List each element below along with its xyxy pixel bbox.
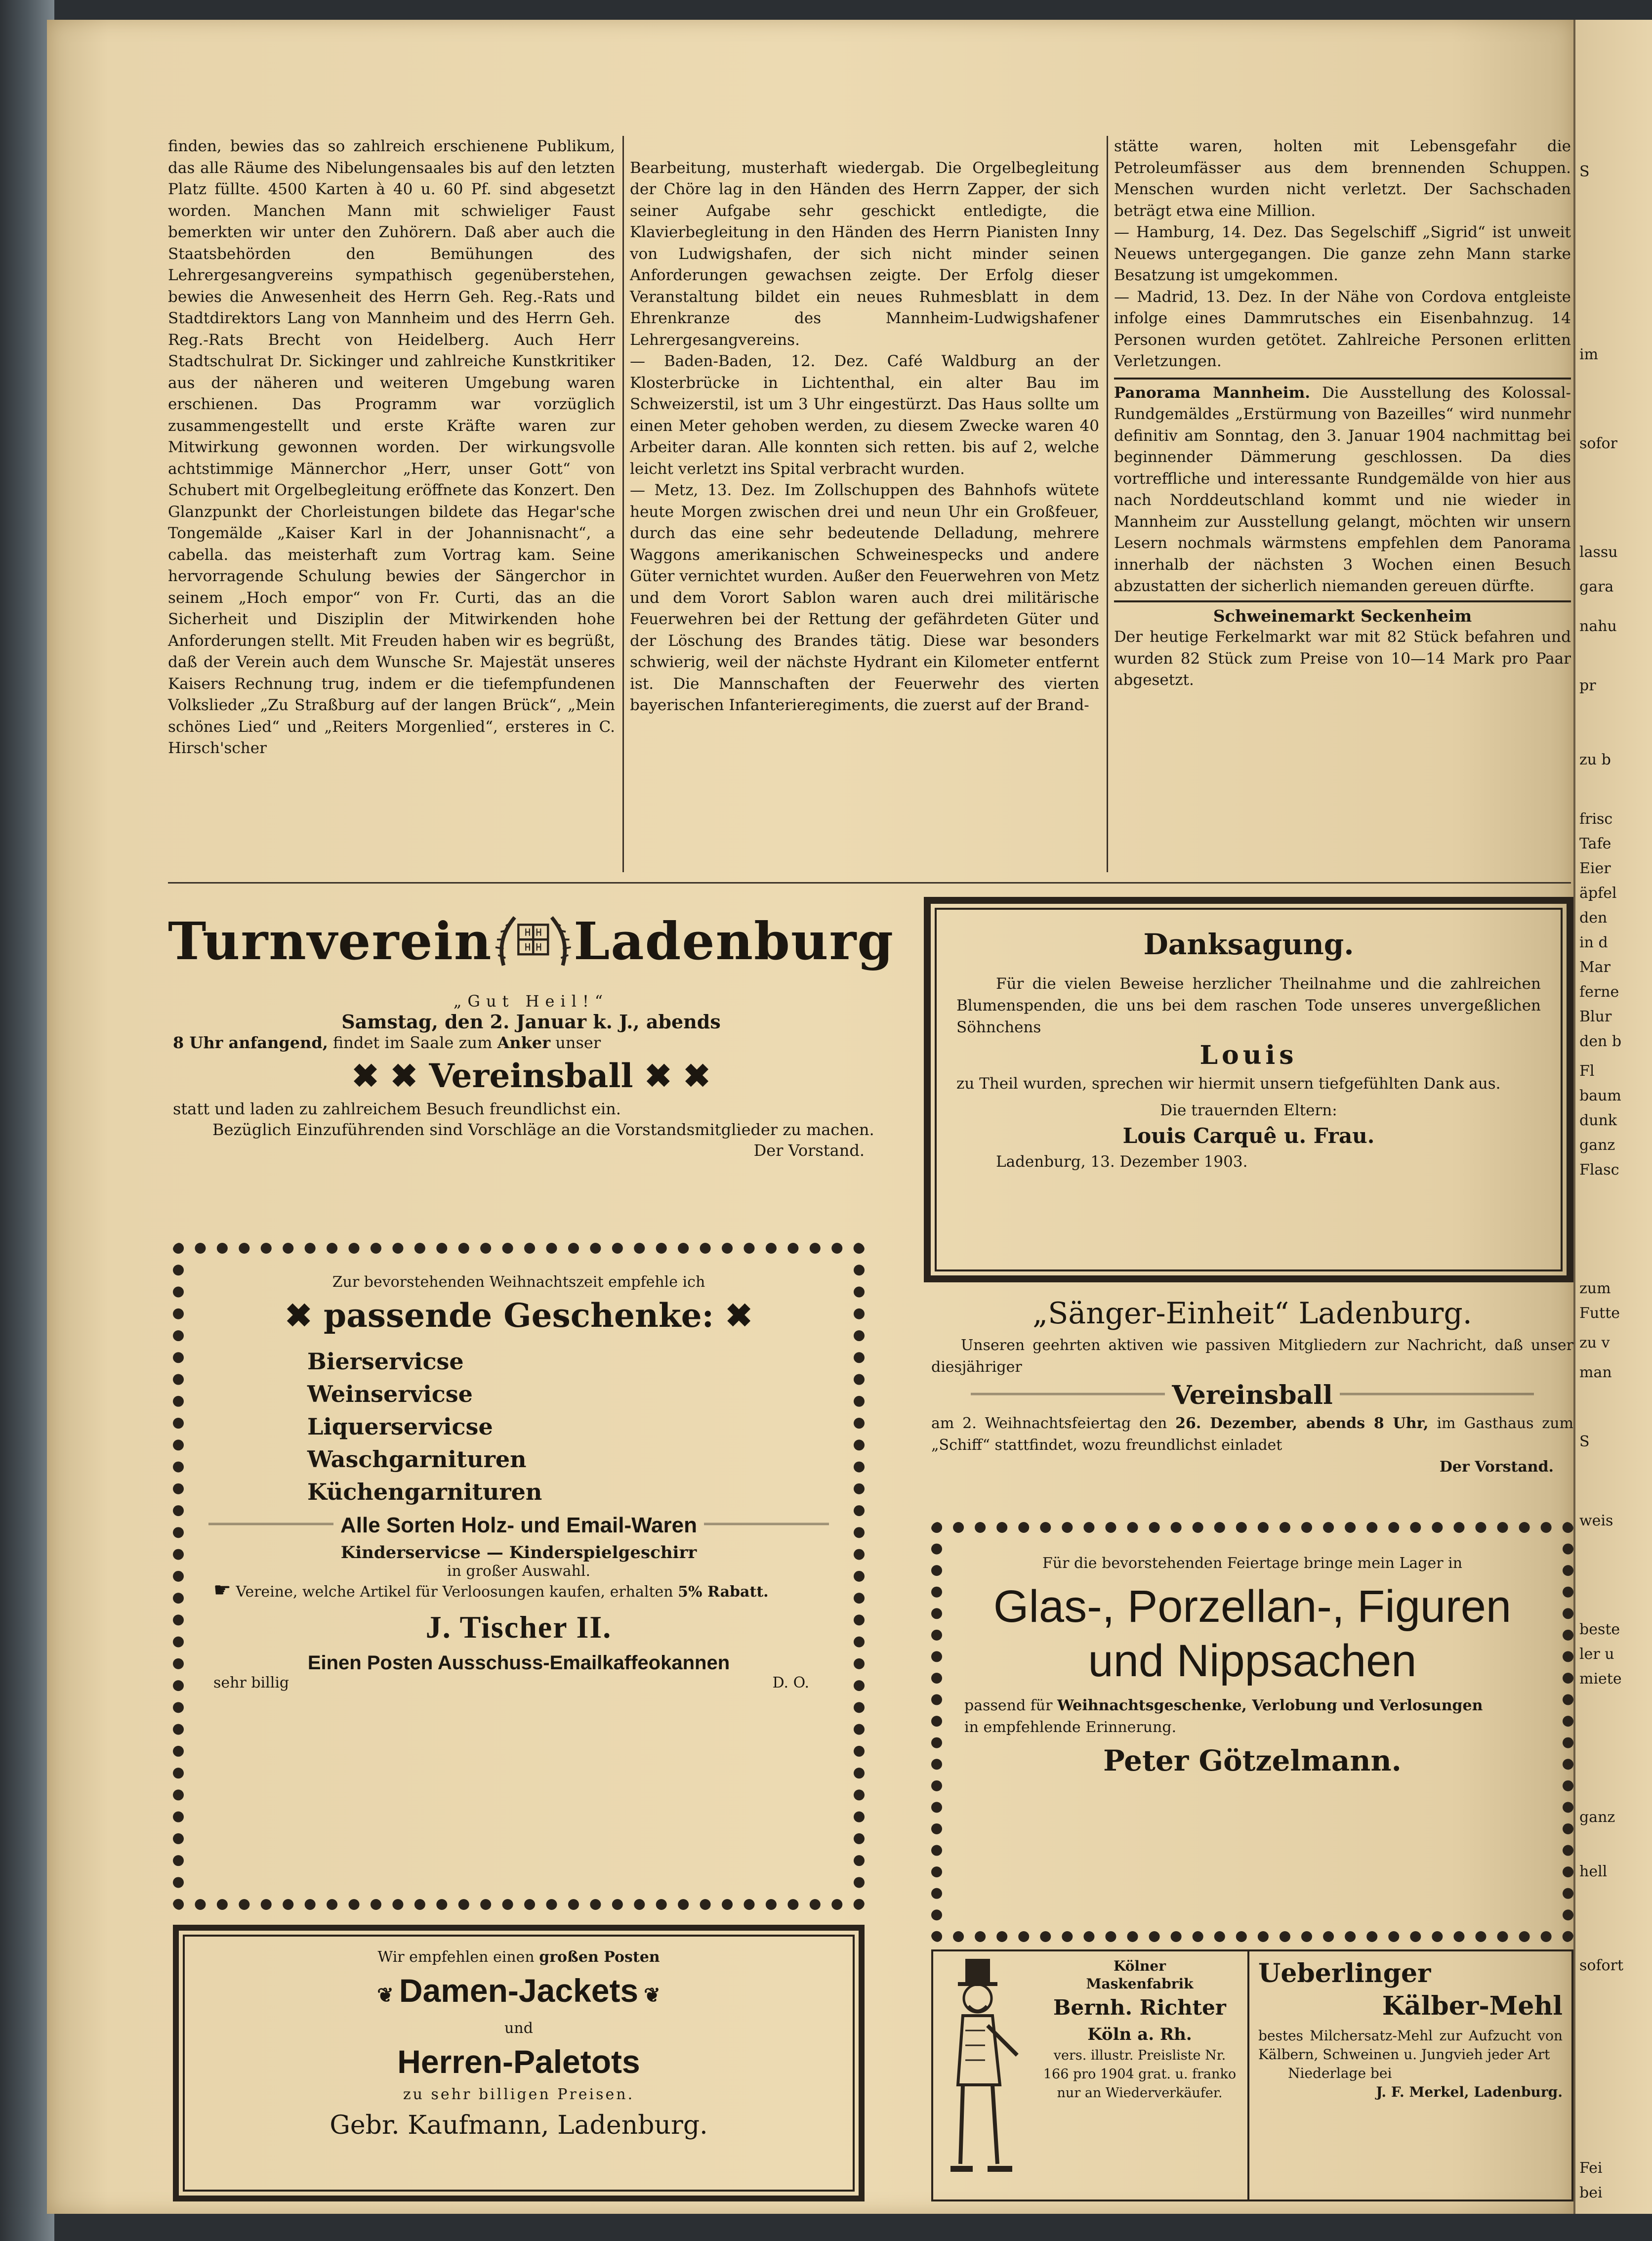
kaufmann-line1	[205, 1946, 833, 1968]
danksagung-parents-label: Die trauernden Eltern:	[1160, 1101, 1337, 1119]
turnverein-note: Bezüglich Einzuführenden sind Vorschläge an die Vorstandsmitglieder zu machen.	[212, 1120, 874, 1139]
panorama-item	[1114, 382, 1571, 597]
adjacent-page-fragment: sofor	[1579, 435, 1617, 452]
turnverein-time-saal: findet im Saale zum	[333, 1033, 493, 1052]
adjacent-page-fragment: miete	[1579, 1670, 1622, 1688]
adjacent-page-fragment: hell	[1579, 1863, 1608, 1880]
cross-icon: ✖	[714, 1296, 753, 1335]
adjacent-page-fragment: man	[1579, 1364, 1612, 1381]
cross-icon: ✖ ✖	[351, 1057, 429, 1095]
saenger-text2a: am 2. Weihnachtsfeiertag den	[931, 1415, 1167, 1432]
merkel-title2: Kälber-Mehl	[1382, 1991, 1563, 2021]
tischer-holz-line	[208, 1513, 829, 1538]
adjacent-page-fragment: S	[1579, 1433, 1590, 1450]
tischer-items	[208, 1345, 829, 1508]
merkel-ad	[1247, 1949, 1573, 2201]
richter-city: Köln a. Rh.	[1087, 2025, 1192, 2044]
merkel-title1: Ueberlinger	[1258, 1958, 1431, 1988]
panorama-title: Panorama Mannheim.	[1114, 383, 1311, 402]
news-col2-text: Bearbeitung, musterhaft wiedergab. Die Orgelbegleitung der Chöre lag in den Händen des Herrn Zapper, der sich seiner Aufgabe sehr geschickt entledigte, die Klavierbegleitung in den Händen des Herrn Pianisten Inny von Ludwigshafen, der sich nicht minder seinen Anforderungen gewachsen zeigte. Der Erfolg dieser Veranstaltung bildet ein neues Ruhmesblatt in dem Ehrenkranze des Mannheim-Ludwigshafener Lehrergesangvereins. — Baden-Baden, 12. Dez. Café Waldburg an der Klosterbrücke in Lichtenthal, ein alter Bau im Schweizerstil, ist um 3 Uhr eingestürzt. Das Haus sollte um einen Meter gehoben werden, zu diesem Zwecke waren 40 Arbeiter daran. Alle konnten sich retten. bis auf 2, welche leicht verletzt ins Spital verbracht wurden. — Metz, 13. Dez. Im Zollschuppen des Bahnhofs wütete heute Morgen zwischen drei und neun Uhr ein Großfeuer, durch das eine sehr bedeutende Delladung, mehrere Waggons amerikanischen Schweinespecks und andere Güter vernichtet wurden. Außer den Feuerwehren von Metz und dem Vorort Sablon waren auch drei militärische Feuerwehren bei der Rettung der gefährdeten Güter und der Löschung des Brandes tätig. Diese war besonders schwierig, weil der nächste Hydrant ein Kilometer entfernt ist. Die Mannschaften der Feuerwehr des vierten bayerischen Infanterieregiments, die zuerst auf der Brand-	[630, 159, 1099, 714]
richter-text: vers. illustr. Preisliste Nr. 166 pro 1904 grat. u. franko nur an Wiederverkäufer.	[1043, 2048, 1237, 2101]
tischer-ad	[173, 1243, 865, 1910]
schweinemarkt-title: Schweinemarkt Seckenheim	[1213, 606, 1472, 626]
turnverein-ball	[168, 1053, 894, 1099]
adjacent-page-fragment: den b	[1579, 1033, 1622, 1050]
news-col3-text: stätte waren, holten mit Lebensgefahr die Petroleumfässer aus dem brennenden Schuppen. Menschen wurden nicht verletzt. Der Sachschaden beträgt etwa eine Million. — Hamburg, 14. Dez. Das Segelschiff „Sigrid“ ist unweit Neuews untergegangen. Die ganze zehn Mann starke Besatzung ist umgekommen. — Madrid, 13. Dez. In der Nähe von Cordova entgleiste infolge eines Dammrutsches ein Eisenbahnzug. 14 Personen wurden getötet. Zahlreiche Personen erlitten Verletzungen.	[1114, 137, 1571, 370]
panorama-text: Die Ausstellung des Kolossal-Rundgemäldes „Erstürmung von Bazeilles“ wird nunmehr definitiv am Sonntag, den 3. Januar 1904 nachmittag bei beginnender Dämmerung geschlossen. Da dies vortreffliche und interessante Rundgemälde von hier aus nach Norddeutschland kommt und nie wieder in Mannheim zur Ausstellung gelangt, möchten wir unsern Lesern nochmals wärmstens empfehlen dem Panorama innerhalb der nächsten 3 Wochen einen Besuch abzustatten der sicherlich niemanden gereuen dürfte.	[1114, 383, 1571, 595]
saenger-signature: Der Vorstand.	[1439, 1458, 1554, 1476]
book-binding	[0, 0, 54, 2241]
kaufmann-preis: zu sehr billigen Preisen.	[403, 2086, 635, 2103]
news-column-1	[168, 136, 615, 877]
turnverein-date: Samstag, den 2. Januar k. J., abends	[341, 1011, 721, 1033]
adjacent-page-fragment: zum	[1579, 1280, 1611, 1297]
turnverein-time	[168, 1032, 894, 1053]
tischer-name: J. Tischer II.	[425, 1609, 612, 1645]
tischer-holz: Alle Sorten Holz- und Email-Waren	[340, 1513, 697, 1537]
adjacent-page-fragment: äpfel	[1579, 885, 1617, 902]
adjacent-page-fragment: im	[1579, 346, 1599, 363]
kaufmann-line1b: großen Posten	[539, 1948, 660, 1966]
double-rule	[704, 1523, 829, 1528]
double-rule	[971, 1393, 1165, 1398]
double-rule	[208, 1523, 333, 1528]
ornament-icon: ❦	[638, 1985, 661, 2006]
turnverein-time-unser: unser	[555, 1033, 601, 1052]
tischer-item: Bierservicse	[307, 1348, 464, 1375]
turnverein-ad	[168, 897, 894, 1233]
adjacent-page-fragment: lassu	[1579, 544, 1618, 561]
adjacent-page-fragment: Tafe	[1579, 835, 1611, 852]
ornament-icon: ❦	[377, 1985, 399, 2006]
merkel-text: bestes Milchersatz-Mehl zur Aufzucht von Kälbern, Schweinen u. Jungvieh jeder Art	[1258, 2028, 1563, 2063]
newspaper-page	[47, 20, 1573, 2214]
richter-line2: Maskenfabrik	[1086, 1976, 1194, 1992]
richter-name: Bernh. Richter	[1053, 1995, 1226, 2020]
goetzelmann-text-b: Weihnachtsgeschenke, Verlobung und Verlosungen	[1057, 1697, 1483, 1714]
goetzelmann-text	[964, 1695, 1540, 1717]
kaufmann-herren: Herren-Paletots	[397, 2043, 640, 2080]
goetzelmann-text-c: in empfehlende Erinnerung.	[964, 1719, 1177, 1736]
saenger-text2c: im Gasthaus zum „Schiff“ stattfindet, wozu freundlichst einladet	[931, 1415, 1573, 1454]
news-col1-text: finden, bewies das so zahlreich erschienene Publikum, das alle Räume des Nibelungensaales bis auf den letzten Platz füllte. 4500 Karten à 40 u. 60 Pf. sind abgesetzt worden. Manchen Mann mit schwieliger Faust bemerkten wir unter den Zuhörern. Daß aber auch die Staatsbehörden den Bemühungen des Lehrergesangvereins sympathisch gegenüberstehen, bewies die Anwesenheit des Herrn Geh. Reg.-Rats und Stadtdirektors Lang von Mannheim und des Herrn Geh. Reg.-Rats Brecht von Heidelberg. Auch Herr Stadtschulrat Dr. Sickinger und zahlreiche Kunstkritiker aus der näheren und weiteren Umgebung waren erschienen. Das Programm war vorzüglich zusammengestellt und erste Kräfte waren zur Mitwirkung gewonnen worden. Der wirkungsvolle achtstimmige Männerchor „Herr, unser Gott“ von Schubert mit Orgelbegleitung eröffnete das Konzert. Den Glanzpunkt der Chorleistungen bildete das Hegar'sche Tongemälde „Kaiser Karl in der Johannisnacht“, a cabella. das meisterhaft zum Vortrag kam. Seine hervorragende Schulung bewies der Sängerchor in seinem „Hoch empor“ von Fr. Curti, das an die Sicherheit und Disziplin der Mitwirkenden hohe Anforderungen stellt. Mit Freuden haben wir es begrüßt, daß der Verein auch dem Wunsche Sr. Majestät unseres Kaisers Rechnung trug, indem er die tiefempfundenen Volkslieder „Zu Straßburg auf der langen Brück“, „Mein schönes Lied“ und „Reiters Morgenlied“, ersteres in C. Hirsch'scher	[168, 137, 615, 757]
cross-icon: ✖	[285, 1296, 324, 1335]
adjacent-page-fragment: Futte	[1579, 1305, 1620, 1322]
pointing-hand-icon: ☛	[213, 1579, 231, 1602]
adjacent-page-fragment: sofort	[1579, 1957, 1624, 1974]
tischer-kinder: Kinderservicse — Kinderspielgeschirr	[340, 1543, 697, 1563]
turnverein-title-left: Turnverein	[168, 911, 493, 972]
turnverein-signature: Der Vorstand.	[753, 1141, 865, 1160]
adjacent-page-fragment: frisc	[1579, 810, 1613, 828]
double-rule	[1340, 1393, 1534, 1398]
saenger-ball-line	[931, 1378, 1573, 1413]
goetzelmann-headline1: Glas-, Porzellan-, Figuren	[993, 1581, 1512, 1632]
adjacent-page-fragment: S	[1579, 163, 1590, 180]
goetzelmann-name: Peter Götzelmann.	[1103, 1744, 1402, 1777]
adjacent-page-fragment: dunk	[1579, 1112, 1617, 1129]
turnverein-time-start: 8 Uhr anfangend,	[173, 1033, 328, 1052]
turnverein-greeting: „Gut Heil!“	[453, 992, 609, 1011]
kaufmann-ad	[173, 1925, 865, 2201]
section-divider	[1114, 378, 1571, 380]
goetzelmann-ad	[931, 1522, 1573, 1942]
richter-ad	[931, 1949, 1247, 2201]
tischer-initials: D. O.	[772, 1674, 809, 1691]
adjacent-page-fragment: nahu	[1579, 618, 1617, 635]
tischer-vereine	[208, 1580, 829, 1603]
adjacent-page-fragment: ganz	[1579, 1137, 1615, 1154]
turnverein-title-right: Ladenburg	[574, 911, 894, 972]
tischer-headline-label: passende Geschenke:	[323, 1296, 714, 1335]
turnverein-emblem-icon	[493, 899, 574, 983]
column-rule	[622, 136, 624, 872]
tischer-item: Weinservicse	[307, 1381, 473, 1407]
adjacent-page-fragment: Mar	[1579, 959, 1611, 976]
column-rule	[1107, 136, 1108, 872]
adjacent-page-fragment: zu b	[1579, 751, 1611, 768]
goetzelmann-headline2: und Nippsachen	[1088, 1636, 1417, 1686]
schweinemarkt-text: Der heutige Ferkelmarkt war mit 82 Stück befahren und wurden 82 Stück zum Preise von 10—14 Mark pro Paar abgesetzt.	[1114, 628, 1571, 689]
adjacent-page-fragment: gara	[1579, 578, 1614, 595]
saenger-text1: Unseren geehrten aktiven wie passiven Mitgliedern zur Nachricht, daß unser diesjähriger	[931, 1337, 1573, 1376]
adjacent-page-fragment: bei	[1579, 2184, 1603, 2201]
clown-figure-icon	[938, 1956, 1027, 2194]
tischer-item: Waschgarnituren	[307, 1446, 527, 1473]
tischer-footer	[208, 1674, 829, 1691]
merkel-name: J. F. Merkel, Ladenburg.	[1376, 2084, 1563, 2100]
news-column-2	[630, 136, 1099, 877]
tischer-intro: Zur bevorstehenden Weihnachtszeit empfehle ich	[332, 1273, 705, 1291]
turnverein-ball-label: Vereinsball	[429, 1057, 633, 1095]
adjacent-page-fragment: zu v	[1579, 1334, 1610, 1352]
richter-line1: Kölner	[1114, 1958, 1166, 1974]
danksagung-date: Ladenburg, 13. Dezember 1903.	[996, 1153, 1248, 1171]
kaufmann-und: und	[504, 2020, 533, 2037]
adjacent-page-fragment: pr	[1579, 677, 1596, 694]
news-column-3	[1114, 136, 1571, 877]
tischer-billig: sehr billig	[213, 1674, 289, 1691]
adjacent-page-fragment: Blur	[1579, 1008, 1612, 1025]
goetzelmann-text-a: passend für	[964, 1697, 1053, 1714]
kaufmann-damen-line	[205, 1968, 833, 2018]
tischer-item: Küchengarnituren	[307, 1479, 542, 1505]
merkel-niederlage: Niederlage bei	[1288, 2065, 1392, 2081]
section-divider	[1114, 600, 1571, 602]
adjacent-page-fragment: Fei	[1579, 2159, 1603, 2177]
danksagung-name: Louis	[1199, 1040, 1298, 1070]
saenger-title: „Sänger-Einheit“ Ladenburg.	[1032, 1296, 1472, 1331]
danksagung-parents: Louis Carquê u. Frau.	[1122, 1124, 1375, 1148]
cross-icon: ✖ ✖	[633, 1057, 711, 1095]
tischer-auswahl: in großer Auswahl.	[447, 1563, 591, 1580]
kaufmann-name: Gebr. Kaufmann, Ladenburg.	[330, 2111, 708, 2140]
turnverein-time-anker: Anker	[497, 1033, 551, 1052]
kaufmann-damen: Damen-Jackets	[399, 1972, 639, 2009]
danksagung-title: Danksagung.	[1143, 928, 1354, 961]
saenger-text2	[931, 1413, 1573, 1456]
tischer-rabatt: 5% Rabatt.	[678, 1583, 769, 1601]
adjacent-page-fragment: in d	[1579, 934, 1608, 951]
adjacent-page-fragment: ler u	[1579, 1646, 1614, 1663]
tischer-headline	[208, 1291, 829, 1340]
adjacent-page-fragment: ferne	[1579, 983, 1619, 1001]
adjacent-page-fragment: beste	[1579, 1621, 1620, 1638]
adjacent-page-fragment: baum	[1579, 1087, 1621, 1104]
adjacent-page-fragment: Eier	[1579, 860, 1611, 877]
goetzelmann-intro: Für die bevorstehenden Feiertage bringe mein Lager in	[1042, 1555, 1463, 1572]
saenger-date: 26. Dezember, abends 8 Uhr,	[1175, 1415, 1429, 1432]
saenger-ball: Vereinsball	[1172, 1380, 1333, 1410]
kaufmann-line1a: Wir empfehlen einen	[377, 1948, 535, 1966]
page-divider	[168, 882, 1571, 884]
tischer-vereine-text: Vereine, welche Artikel für Verloosungen kaufen, erhalten	[236, 1583, 673, 1601]
tischer-posten: Einen Posten Ausschuss-Emailkaffeokannen	[307, 1652, 730, 1674]
adjacent-page-fragment: Flasc	[1579, 1161, 1619, 1179]
turnverein-invite: statt und laden zu zahlreichem Besuch freundlichst ein.	[173, 1099, 621, 1118]
adjacent-page-fragment: ganz	[1579, 1809, 1615, 1826]
danksagung-text2: zu Theil wurden, sprechen wir hiermit unsern tiefgefühlten Dank aus.	[956, 1075, 1501, 1093]
tischer-item: Liquerservicse	[307, 1413, 493, 1440]
saenger-ad	[931, 1292, 1573, 1515]
adjacent-page-fragment: Fl	[1579, 1062, 1595, 1080]
danksagung-text1: Für die vielen Beweise herzlicher Theilnahme und die zahlreichen Blumenspenden, die uns bei dem raschen Tode unseres unvergeßlichen Söhnchens	[956, 975, 1541, 1036]
adjacent-page-fragment: weis	[1579, 1512, 1613, 1529]
adjacent-page-fragment: den	[1579, 909, 1608, 927]
adjacent-page-edge	[1573, 20, 1652, 2214]
danksagung-ad	[924, 897, 1573, 1282]
